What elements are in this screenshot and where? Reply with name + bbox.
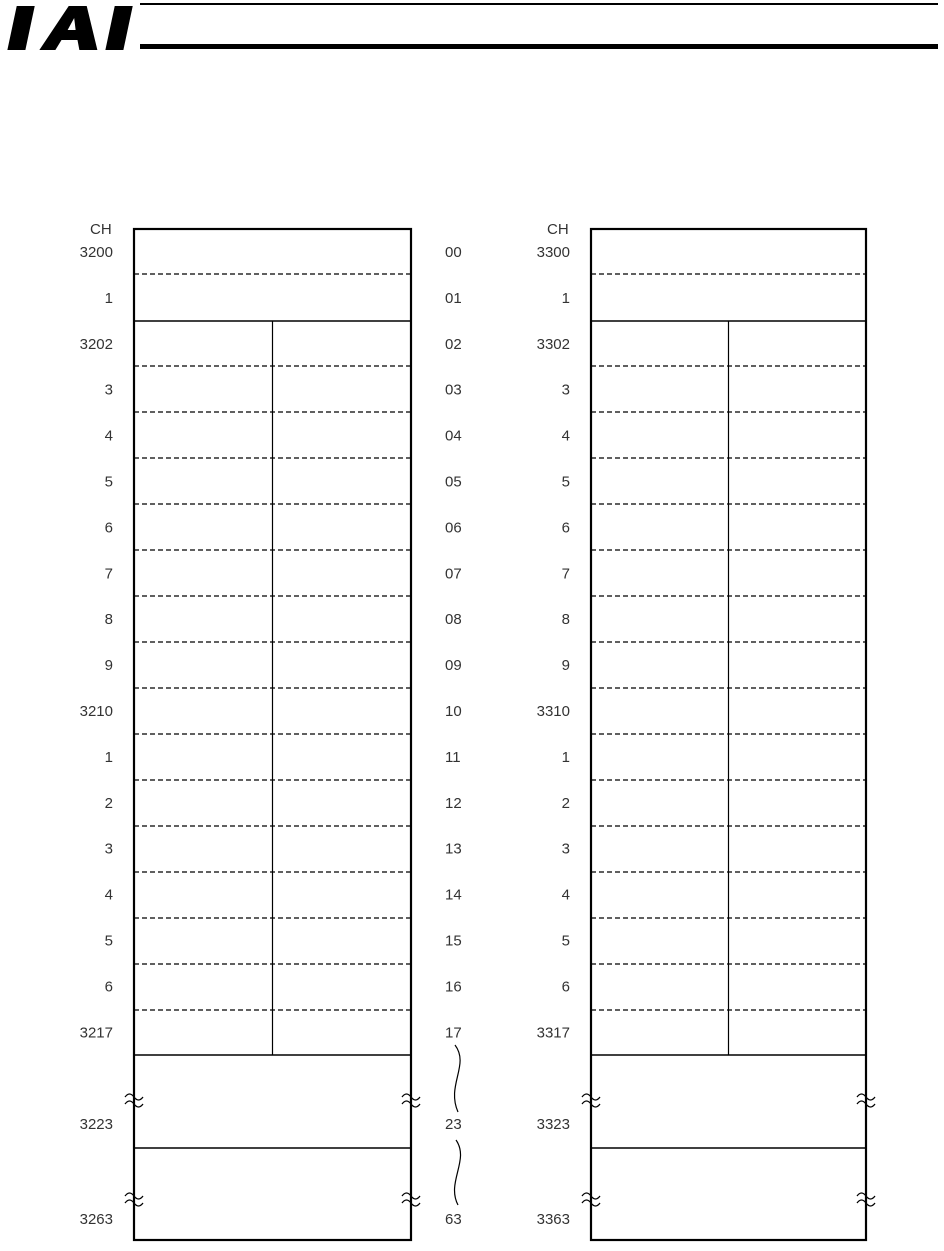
left_block-channel-label: 3223 xyxy=(79,1116,113,1133)
offset-label: 23 xyxy=(445,1116,462,1133)
right_block-channel-label: 1 xyxy=(561,289,570,307)
left_block-channel-label: 5 xyxy=(104,932,113,950)
left_block-channel-label: 3202 xyxy=(79,335,113,353)
offset-label: 00 xyxy=(445,244,462,261)
left_block-channel-label: 4 xyxy=(104,427,113,445)
left_block-channel-label: 6 xyxy=(104,519,113,537)
left_block-ch-heading: CH xyxy=(90,221,112,238)
right_block-channel-label: 9 xyxy=(561,657,570,675)
offset-label: 11 xyxy=(445,748,461,766)
offset-label: 14 xyxy=(445,886,462,904)
offset-label: 06 xyxy=(445,519,462,537)
left_block-channel-label: 4 xyxy=(104,886,113,904)
offset-break-connector xyxy=(455,1140,461,1205)
offset-label: 08 xyxy=(445,611,462,629)
left_block-channel-label: 3200 xyxy=(79,244,113,261)
left_block-channel-label: 5 xyxy=(104,473,113,491)
right_block-channel-label: 3317 xyxy=(536,1024,570,1042)
offset-label: 07 xyxy=(445,565,462,583)
right_block-channel-label: 3302 xyxy=(536,335,570,353)
right_block-channel-label: 3 xyxy=(561,840,570,858)
right_block-channel-label: 4 xyxy=(561,886,570,904)
left_block-channel-label: 2 xyxy=(104,794,113,812)
offset-label: 03 xyxy=(445,381,462,399)
right_block-channel-label: 2 xyxy=(561,794,570,812)
right_block-channel-label: 3310 xyxy=(536,703,570,720)
left_block-channel-label: 3 xyxy=(104,840,113,858)
offset-label: 13 xyxy=(445,840,462,858)
right_block-channel-label: 3323 xyxy=(536,1116,570,1133)
left_block-channel-label: 3217 xyxy=(79,1024,113,1042)
left_block-channel-label: 3210 xyxy=(79,703,113,720)
offset-label: 12 xyxy=(445,794,462,812)
left_block-channel-label: 3263 xyxy=(79,1211,113,1228)
offset-break-connector xyxy=(455,1045,461,1112)
left_block-channel-label: 3 xyxy=(104,381,113,399)
right_block-channel-label: 5 xyxy=(561,473,570,491)
left_block-channel-label: 8 xyxy=(104,611,113,629)
right_block-channel-label: 7 xyxy=(561,565,570,583)
offset-label: 01 xyxy=(445,289,462,307)
right_block-channel-label: 6 xyxy=(561,978,570,996)
right_block-channel-label: 6 xyxy=(561,519,570,537)
right_block-channel-label: 3 xyxy=(561,381,570,399)
offset-label: 04 xyxy=(445,427,462,445)
offset-label: 09 xyxy=(445,657,462,675)
right_block-channel-label: 3300 xyxy=(536,244,570,261)
right_block-channel-label: 3363 xyxy=(536,1211,570,1228)
right_block-channel-label: 5 xyxy=(561,932,570,950)
right_block-channel-label: 8 xyxy=(561,611,570,629)
left_block-channel-label: 1 xyxy=(104,748,113,766)
offset-label: 17 xyxy=(445,1024,462,1042)
left_block-channel-label: 6 xyxy=(104,978,113,996)
left_block-channel-label: 1 xyxy=(104,289,113,307)
right_block-channel-label: 1 xyxy=(561,748,570,766)
left_block-channel-label: 9 xyxy=(104,657,113,675)
offset-label: 02 xyxy=(445,335,462,353)
offset-label: 05 xyxy=(445,473,462,491)
left_block-channel-label: 7 xyxy=(104,565,113,583)
offset-label: 63 xyxy=(445,1211,462,1228)
right_block-ch-heading: CH xyxy=(547,221,569,238)
right_block-channel-label: 4 xyxy=(561,427,570,445)
offset-label: 15 xyxy=(445,932,462,950)
offset-label: 10 xyxy=(445,703,462,720)
offset-label: 16 xyxy=(445,978,462,996)
